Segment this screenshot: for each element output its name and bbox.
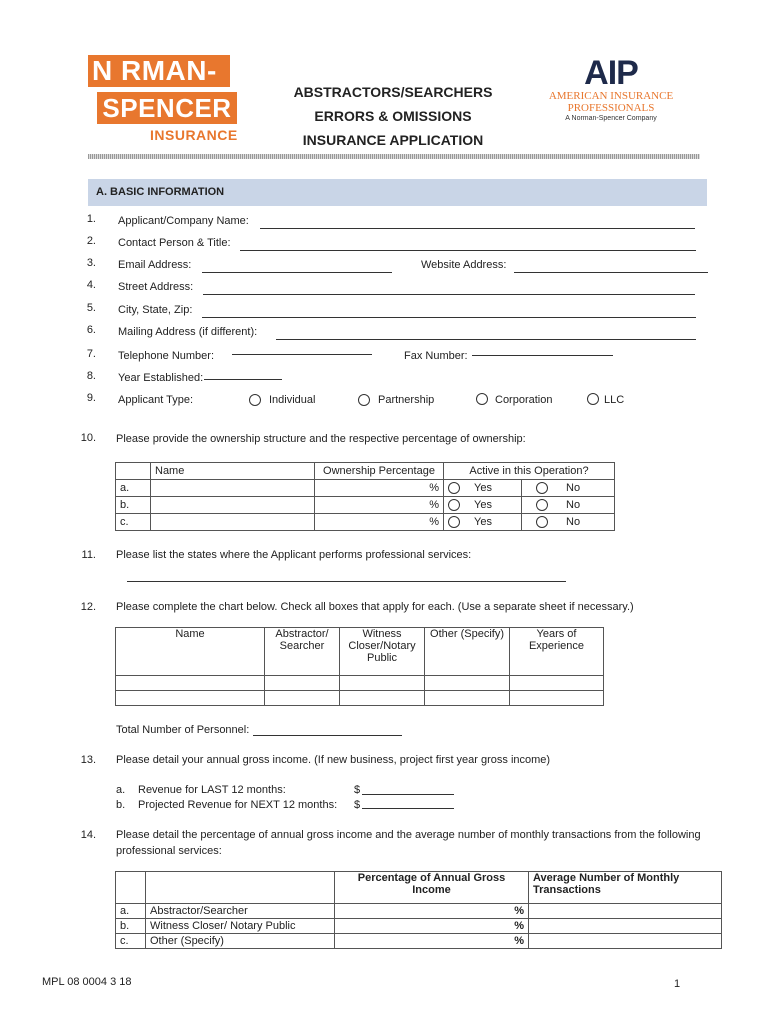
- email-field[interactable]: [202, 272, 392, 273]
- mailing-address-label: Mailing Address (if different):: [118, 326, 258, 338]
- radio-corporation[interactable]: [476, 393, 488, 405]
- revenue-next-letter: b.: [116, 799, 126, 811]
- owner-name-cell[interactable]: [151, 514, 315, 531]
- percentage-cell[interactable]: %: [335, 904, 529, 919]
- row-letter: a.: [116, 480, 151, 497]
- page-number: 1: [674, 978, 681, 990]
- section-title: A. BASIC INFORMATION: [96, 186, 225, 198]
- revenue-next-field[interactable]: [362, 808, 454, 809]
- active-no-cell: [522, 514, 615, 531]
- radio-individual[interactable]: [249, 394, 261, 406]
- other-cell[interactable]: [425, 691, 510, 706]
- logo-word-spencer: SPENCER: [97, 92, 237, 124]
- field-number: 7.: [86, 348, 96, 360]
- col-header-abstractor: Abstractor/ Searcher: [265, 628, 340, 676]
- transactions-cell[interactable]: [529, 919, 722, 934]
- telephone-label: Telephone Number:: [118, 350, 215, 362]
- active-no-cell: [522, 497, 615, 514]
- revenue-last-field[interactable]: [362, 794, 454, 795]
- col-header-name: Name: [116, 628, 265, 676]
- street-address-label: Street Address:: [118, 281, 194, 293]
- ownership-pct-cell[interactable]: %: [315, 480, 444, 497]
- contact-person-label: Contact Person & Title:: [118, 237, 231, 249]
- row-letter: a.: [116, 904, 146, 919]
- no-label: No: [566, 481, 581, 494]
- owner-name-cell[interactable]: [151, 480, 315, 497]
- aip-mark: AIP: [584, 54, 638, 92]
- website-field[interactable]: [514, 272, 708, 273]
- table-header-row: [116, 628, 604, 676]
- table-row: [116, 904, 722, 919]
- transactions-cell[interactable]: [529, 934, 722, 949]
- abstractor-cell[interactable]: [265, 676, 340, 691]
- applicant-name-field[interactable]: [260, 228, 695, 229]
- field-number: 8.: [86, 370, 96, 382]
- title-line-1: ABSTRACTORS/SEARCHERS: [293, 84, 493, 100]
- year-established-label: Year Established:: [118, 372, 204, 384]
- active-no-cell: [522, 480, 615, 497]
- personnel-table: [115, 627, 604, 706]
- col-header-name: Name: [151, 463, 315, 480]
- row-letter: b.: [116, 497, 151, 514]
- mailing-address-field[interactable]: [276, 339, 696, 340]
- question-number: 10.: [80, 432, 96, 444]
- field-number: 4.: [86, 279, 96, 291]
- revenue-next-label: Projected Revenue for NEXT 12 months:: [138, 799, 338, 811]
- total-personnel-field[interactable]: [253, 735, 402, 736]
- option-llc-label: LLC: [604, 394, 625, 406]
- section-header-basic-info: [88, 179, 707, 206]
- radio-yes[interactable]: [448, 499, 460, 511]
- radio-no[interactable]: [536, 482, 548, 494]
- q13-text: Please detail your annual gross income. (If new business, project first year gross income): [116, 754, 551, 766]
- page-title: [258, 80, 528, 152]
- yes-label: Yes: [474, 498, 492, 511]
- aip-name-line-2: PROFESSIONALS: [567, 102, 655, 114]
- radio-yes[interactable]: [448, 516, 460, 528]
- website-label: Website Address:: [421, 259, 507, 271]
- q14-text-line-1: Please detail the percentage of annual gross income and the average number of monthly transactions from the following: [116, 829, 701, 841]
- witness-cell[interactable]: [340, 691, 425, 706]
- table-row: [116, 497, 615, 514]
- col-header-other: Other (Specify): [425, 628, 510, 676]
- field-number: 2.: [86, 235, 96, 247]
- field-number: 3.: [86, 257, 96, 269]
- norman-spencer-logo: [88, 55, 248, 145]
- col-header-percentage: Percentage of Annual Gross Income: [335, 872, 529, 904]
- question-number: 11.: [81, 549, 96, 561]
- owner-name-cell[interactable]: [151, 497, 315, 514]
- q11-text: Please list the states where the Applicant performs professional services:: [116, 549, 472, 561]
- active-yes-cell: [444, 514, 522, 531]
- percentage-cell[interactable]: %: [335, 919, 529, 934]
- active-yes-cell: [444, 497, 522, 514]
- row-letter: c.: [116, 514, 151, 531]
- email-label: Email Address:: [118, 259, 192, 271]
- table-row: [116, 934, 722, 949]
- yes-label: Yes: [474, 481, 492, 494]
- col-header-witness: Witness Closer/Notary Public: [340, 628, 425, 676]
- street-address-field[interactable]: [203, 294, 695, 295]
- transactions-cell[interactable]: [529, 904, 722, 919]
- other-cell[interactable]: [425, 676, 510, 691]
- table-row: [116, 514, 615, 531]
- contact-person-field[interactable]: [240, 250, 696, 251]
- table-row: [116, 691, 604, 706]
- col-header-active: Active in this Operation?: [444, 463, 615, 480]
- title-line-2: ERRORS & OMISSIONS: [314, 108, 472, 124]
- question-number: 12.: [80, 601, 96, 613]
- personnel-name-cell[interactable]: [116, 691, 265, 706]
- form-id: MPL 08 0004 3 18: [42, 976, 132, 988]
- fax-field[interactable]: [472, 355, 613, 356]
- states-field[interactable]: [127, 581, 566, 582]
- fax-label: Fax Number:: [404, 350, 468, 362]
- ownership-pct-cell[interactable]: %: [315, 497, 444, 514]
- aip-name-line-1: AMERICAN INSURANCE: [548, 90, 674, 102]
- witness-cell[interactable]: [340, 676, 425, 691]
- table-row: [116, 676, 604, 691]
- q12-text: Please complete the chart below. Check all boxes that apply for each. (Use a separate sheet if necessary.): [116, 601, 634, 613]
- logo-word-insurance: INSURANCE: [150, 127, 238, 143]
- table-header-row: [116, 463, 615, 480]
- col-header-years: Years of Experience: [510, 628, 604, 676]
- yes-label: Yes: [474, 515, 492, 528]
- income-breakdown-table: [115, 871, 722, 949]
- applicant-name-label: Applicant/Company Name:: [118, 215, 249, 227]
- currency-symbol: $: [354, 784, 361, 796]
- revenue-last-letter: a.: [116, 784, 126, 796]
- ownership-pct-cell[interactable]: %: [315, 514, 444, 531]
- telephone-field[interactable]: [232, 354, 372, 355]
- year-established-field[interactable]: [204, 379, 282, 380]
- table-row: [116, 480, 615, 497]
- row-letter: c.: [116, 934, 146, 949]
- col-header-transactions: Average Number of Monthly Transactions: [529, 872, 722, 904]
- currency-symbol: $: [354, 799, 361, 811]
- no-label: No: [566, 498, 581, 511]
- field-number: 5.: [86, 302, 96, 314]
- personnel-name-cell[interactable]: [116, 676, 265, 691]
- field-number: 6.: [86, 324, 96, 336]
- q10-text: Please provide the ownership structure and the respective percentage of ownership:: [116, 433, 526, 445]
- question-number: 13.: [80, 754, 96, 766]
- service-label: Abstractor/Searcher: [146, 904, 335, 919]
- ownership-table: [115, 462, 615, 531]
- years-cell[interactable]: [510, 676, 604, 691]
- radio-yes[interactable]: [448, 482, 460, 494]
- option-partnership-label: Partnership: [378, 394, 435, 406]
- city-state-zip-field[interactable]: [202, 317, 696, 318]
- q14-text-line-2: professional services:: [116, 845, 222, 857]
- radio-llc[interactable]: [587, 393, 599, 405]
- city-state-zip-label: City, State, Zip:: [118, 304, 193, 316]
- radio-partnership[interactable]: [358, 394, 370, 406]
- service-label: Other (Specify): [146, 934, 335, 949]
- field-number: 9.: [86, 392, 96, 404]
- aip-tagline: A Norman-Spencer Company: [565, 115, 657, 122]
- abstractor-cell[interactable]: [265, 691, 340, 706]
- revenue-last-label: Revenue for LAST 12 months:: [138, 784, 286, 796]
- percentage-cell[interactable]: %: [335, 934, 529, 949]
- option-corporation-label: Corporation: [495, 394, 553, 406]
- radio-no[interactable]: [536, 516, 548, 528]
- title-line-3: INSURANCE APPLICATION: [302, 132, 484, 148]
- active-yes-cell: [444, 480, 522, 497]
- radio-no[interactable]: [536, 499, 548, 511]
- field-number: 1.: [86, 213, 96, 225]
- aip-logo: [536, 56, 686, 136]
- option-individual-label: Individual: [269, 394, 316, 406]
- logo-word-norman: N RMAN-: [88, 55, 230, 87]
- col-header-ownership: Ownership Percentage: [315, 463, 444, 480]
- no-label: No: [566, 515, 581, 528]
- table-header-row: [116, 872, 722, 904]
- service-label: Witness Closer/ Notary Public: [146, 919, 335, 934]
- header-divider: [88, 154, 700, 159]
- table-row: [116, 919, 722, 934]
- row-letter: b.: [116, 919, 146, 934]
- question-number: 14.: [80, 829, 96, 841]
- total-personnel-label: Total Number of Personnel:: [116, 724, 250, 736]
- applicant-type-label: Applicant Type:: [118, 394, 194, 406]
- years-cell[interactable]: [510, 691, 604, 706]
